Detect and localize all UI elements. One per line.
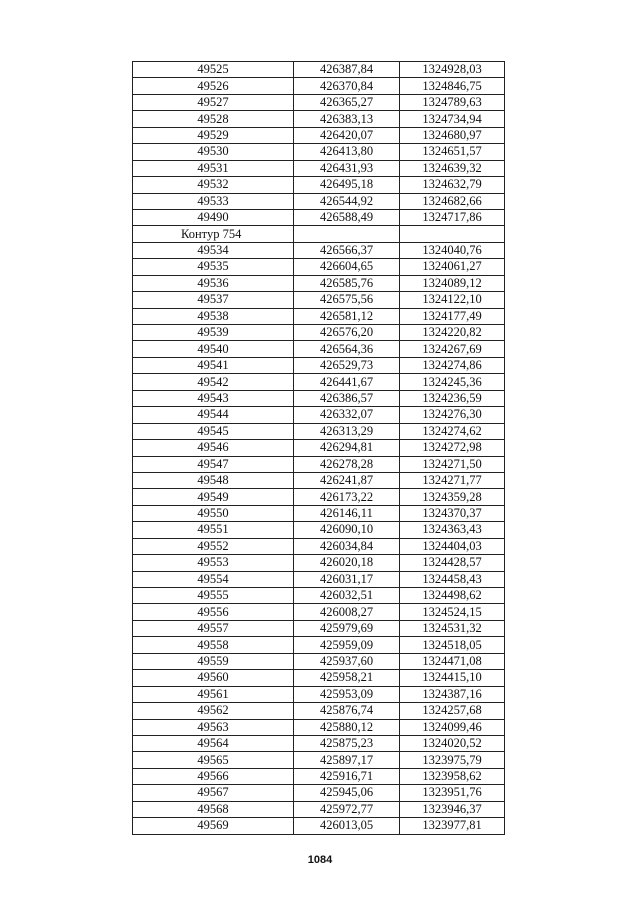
x-coordinate-cell: 426604,65 (294, 259, 400, 275)
x-coordinate-cell: 426370,84 (294, 78, 400, 94)
table-row (133, 785, 505, 801)
point-number-cell: 49553 (133, 555, 294, 571)
coordinates-table (132, 61, 505, 835)
table-row (133, 571, 505, 587)
y-coordinate-cell: 1324471,08 (400, 653, 505, 669)
y-coordinate-cell: 1324428,57 (400, 555, 505, 571)
x-coordinate-cell: 426431,93 (294, 160, 400, 176)
y-coordinate-cell: 1324257,68 (400, 703, 505, 719)
section-heading-cell: Контур 754 (133, 226, 294, 242)
table-row (133, 423, 505, 439)
y-coordinate-cell: 1324680,97 (400, 127, 505, 143)
point-number-cell: 49548 (133, 472, 294, 488)
y-coordinate-cell: 1324531,32 (400, 620, 505, 636)
coordinates-table-body (133, 62, 505, 835)
x-coordinate-cell: 425875,23 (294, 735, 400, 751)
x-coordinate-cell: 426564,36 (294, 341, 400, 357)
y-coordinate-cell: 1324639,32 (400, 160, 505, 176)
point-number-cell: 49560 (133, 670, 294, 686)
point-number-cell: 49527 (133, 94, 294, 110)
y-coordinate-cell: 1323975,79 (400, 752, 505, 768)
y-coordinate-cell: 1323958,62 (400, 768, 505, 784)
point-number-cell: 49565 (133, 752, 294, 768)
table-row (133, 456, 505, 472)
y-coordinate-cell (400, 226, 505, 242)
x-coordinate-cell: 426383,13 (294, 111, 400, 127)
table-row (133, 390, 505, 406)
point-number-cell: 49530 (133, 144, 294, 160)
x-coordinate-cell: 425876,74 (294, 703, 400, 719)
table-row (133, 440, 505, 456)
point-number-cell: 49532 (133, 177, 294, 193)
point-number-cell: 49556 (133, 604, 294, 620)
table-row (133, 226, 505, 242)
table-row (133, 127, 505, 143)
y-coordinate-cell: 1324267,69 (400, 341, 505, 357)
table-row (133, 637, 505, 653)
x-coordinate-cell: 426332,07 (294, 407, 400, 423)
point-number-cell: 49561 (133, 686, 294, 702)
table-row (133, 292, 505, 308)
point-number-cell: 49531 (133, 160, 294, 176)
point-number-cell: 49566 (133, 768, 294, 784)
table-row (133, 604, 505, 620)
point-number-cell: 49490 (133, 209, 294, 225)
table-row (133, 341, 505, 357)
x-coordinate-cell: 426576,20 (294, 325, 400, 341)
y-coordinate-cell: 1323951,76 (400, 785, 505, 801)
table-row (133, 555, 505, 571)
point-number-cell: 49525 (133, 62, 294, 78)
table-row (133, 193, 505, 209)
table-row (133, 489, 505, 505)
table-row (133, 177, 505, 193)
x-coordinate-cell: 425953,09 (294, 686, 400, 702)
y-coordinate-cell: 1324415,10 (400, 670, 505, 686)
x-coordinate-cell: 426413,80 (294, 144, 400, 160)
table-row (133, 111, 505, 127)
point-number-cell: 49568 (133, 801, 294, 817)
x-coordinate-cell: 426031,17 (294, 571, 400, 587)
table-row (133, 62, 505, 78)
x-coordinate-cell: 426529,73 (294, 357, 400, 373)
x-coordinate-cell: 426020,18 (294, 555, 400, 571)
y-coordinate-cell: 1323946,37 (400, 801, 505, 817)
x-coordinate-cell: 426585,76 (294, 275, 400, 291)
x-coordinate-cell: 425972,77 (294, 801, 400, 817)
table-row (133, 325, 505, 341)
point-number-cell: 49533 (133, 193, 294, 209)
point-number-cell: 49562 (133, 703, 294, 719)
y-coordinate-cell: 1324177,49 (400, 308, 505, 324)
point-number-cell: 49554 (133, 571, 294, 587)
x-coordinate-cell: 426090,10 (294, 522, 400, 538)
x-coordinate-cell: 426241,87 (294, 472, 400, 488)
point-number-cell: 49563 (133, 719, 294, 735)
y-coordinate-cell: 1324682,66 (400, 193, 505, 209)
y-coordinate-cell: 1324276,30 (400, 407, 505, 423)
x-coordinate-cell: 425937,60 (294, 653, 400, 669)
x-coordinate-cell: 426008,27 (294, 604, 400, 620)
x-coordinate-cell: 426313,29 (294, 423, 400, 439)
table-row (133, 818, 505, 834)
table-row (133, 801, 505, 817)
point-number-cell: 49567 (133, 785, 294, 801)
table-row (133, 242, 505, 258)
y-coordinate-cell: 1324717,86 (400, 209, 505, 225)
y-coordinate-cell: 1324274,86 (400, 357, 505, 373)
point-number-cell: 49540 (133, 341, 294, 357)
point-number-cell: 49526 (133, 78, 294, 94)
point-number-cell: 49539 (133, 325, 294, 341)
table-row (133, 472, 505, 488)
table-row (133, 144, 505, 160)
x-coordinate-cell: 426146,11 (294, 505, 400, 521)
point-number-cell: 49538 (133, 308, 294, 324)
x-coordinate-cell: 426386,57 (294, 390, 400, 406)
x-coordinate-cell: 425897,17 (294, 752, 400, 768)
table-row (133, 275, 505, 291)
x-coordinate-cell: 426544,92 (294, 193, 400, 209)
point-number-cell: 49546 (133, 440, 294, 456)
x-coordinate-cell: 426173,22 (294, 489, 400, 505)
table-row (133, 357, 505, 373)
y-coordinate-cell: 1324458,43 (400, 571, 505, 587)
x-coordinate-cell: 426294,81 (294, 440, 400, 456)
y-coordinate-cell: 1324928,03 (400, 62, 505, 78)
y-coordinate-cell: 1324040,76 (400, 242, 505, 258)
point-number-cell: 49542 (133, 374, 294, 390)
table-row (133, 752, 505, 768)
x-coordinate-cell (294, 226, 400, 242)
x-coordinate-cell: 426387,84 (294, 62, 400, 78)
point-number-cell: 49544 (133, 407, 294, 423)
y-coordinate-cell: 1324274,62 (400, 423, 505, 439)
table-row (133, 768, 505, 784)
y-coordinate-cell: 1324272,98 (400, 440, 505, 456)
y-coordinate-cell: 1324518,05 (400, 637, 505, 653)
point-number-cell: 49549 (133, 489, 294, 505)
table-row (133, 686, 505, 702)
point-number-cell: 49535 (133, 259, 294, 275)
y-coordinate-cell: 1324122,10 (400, 292, 505, 308)
y-coordinate-cell: 1324524,15 (400, 604, 505, 620)
table-row (133, 209, 505, 225)
table-row (133, 94, 505, 110)
x-coordinate-cell: 425959,09 (294, 637, 400, 653)
y-coordinate-cell: 1324061,27 (400, 259, 505, 275)
y-coordinate-cell: 1324632,79 (400, 177, 505, 193)
table-row (133, 703, 505, 719)
y-coordinate-cell: 1324789,63 (400, 94, 505, 110)
point-number-cell: 49569 (133, 818, 294, 834)
point-number-cell: 49529 (133, 127, 294, 143)
point-number-cell: 49543 (133, 390, 294, 406)
x-coordinate-cell: 426032,51 (294, 588, 400, 604)
point-number-cell: 49559 (133, 653, 294, 669)
x-coordinate-cell: 426588,49 (294, 209, 400, 225)
table-row (133, 538, 505, 554)
point-number-cell: 49547 (133, 456, 294, 472)
point-number-cell: 49550 (133, 505, 294, 521)
x-coordinate-cell: 425916,71 (294, 768, 400, 784)
y-coordinate-cell: 1324651,57 (400, 144, 505, 160)
point-number-cell: 49555 (133, 588, 294, 604)
x-coordinate-cell: 426013,05 (294, 818, 400, 834)
y-coordinate-cell: 1324271,77 (400, 472, 505, 488)
y-coordinate-cell: 1324404,03 (400, 538, 505, 554)
table-row (133, 735, 505, 751)
point-number-cell: 49541 (133, 357, 294, 373)
x-coordinate-cell: 426420,07 (294, 127, 400, 143)
y-coordinate-cell: 1324020,52 (400, 735, 505, 751)
table-row (133, 588, 505, 604)
point-number-cell: 49558 (133, 637, 294, 653)
y-coordinate-cell: 1324387,16 (400, 686, 505, 702)
table-row (133, 653, 505, 669)
table-row (133, 620, 505, 636)
point-number-cell: 49534 (133, 242, 294, 258)
y-coordinate-cell: 1324734,94 (400, 111, 505, 127)
y-coordinate-cell: 1324245,36 (400, 374, 505, 390)
x-coordinate-cell: 426034,84 (294, 538, 400, 554)
point-number-cell: 49564 (133, 735, 294, 751)
x-coordinate-cell: 426441,67 (294, 374, 400, 390)
point-number-cell: 49536 (133, 275, 294, 291)
table-row (133, 505, 505, 521)
table-row (133, 719, 505, 735)
x-coordinate-cell: 426575,56 (294, 292, 400, 308)
point-number-cell: 49537 (133, 292, 294, 308)
y-coordinate-cell: 1324846,75 (400, 78, 505, 94)
table-row (133, 407, 505, 423)
y-coordinate-cell: 1324363,43 (400, 522, 505, 538)
x-coordinate-cell: 426495,18 (294, 177, 400, 193)
x-coordinate-cell: 425880,12 (294, 719, 400, 735)
table-row (133, 670, 505, 686)
y-coordinate-cell: 1324498,62 (400, 588, 505, 604)
coordinates-sheet (132, 61, 504, 835)
y-coordinate-cell: 1324089,12 (400, 275, 505, 291)
y-coordinate-cell: 1324271,50 (400, 456, 505, 472)
x-coordinate-cell: 425958,21 (294, 670, 400, 686)
x-coordinate-cell: 425979,69 (294, 620, 400, 636)
y-coordinate-cell: 1324359,28 (400, 489, 505, 505)
x-coordinate-cell: 425945,06 (294, 785, 400, 801)
x-coordinate-cell: 426278,28 (294, 456, 400, 472)
table-row (133, 308, 505, 324)
table-row (133, 160, 505, 176)
y-coordinate-cell: 1324099,46 (400, 719, 505, 735)
y-coordinate-cell: 1324220,82 (400, 325, 505, 341)
y-coordinate-cell: 1323977,81 (400, 818, 505, 834)
table-row (133, 259, 505, 275)
x-coordinate-cell: 426581,12 (294, 308, 400, 324)
point-number-cell: 49557 (133, 620, 294, 636)
table-row (133, 78, 505, 94)
y-coordinate-cell: 1324236,59 (400, 390, 505, 406)
x-coordinate-cell: 426365,27 (294, 94, 400, 110)
y-coordinate-cell: 1324370,37 (400, 505, 505, 521)
point-number-cell: 49528 (133, 111, 294, 127)
table-row (133, 522, 505, 538)
page-number: 1084 (307, 854, 333, 866)
x-coordinate-cell: 426566,37 (294, 242, 400, 258)
point-number-cell: 49552 (133, 538, 294, 554)
point-number-cell: 49545 (133, 423, 294, 439)
point-number-cell: 49551 (133, 522, 294, 538)
table-row (133, 374, 505, 390)
